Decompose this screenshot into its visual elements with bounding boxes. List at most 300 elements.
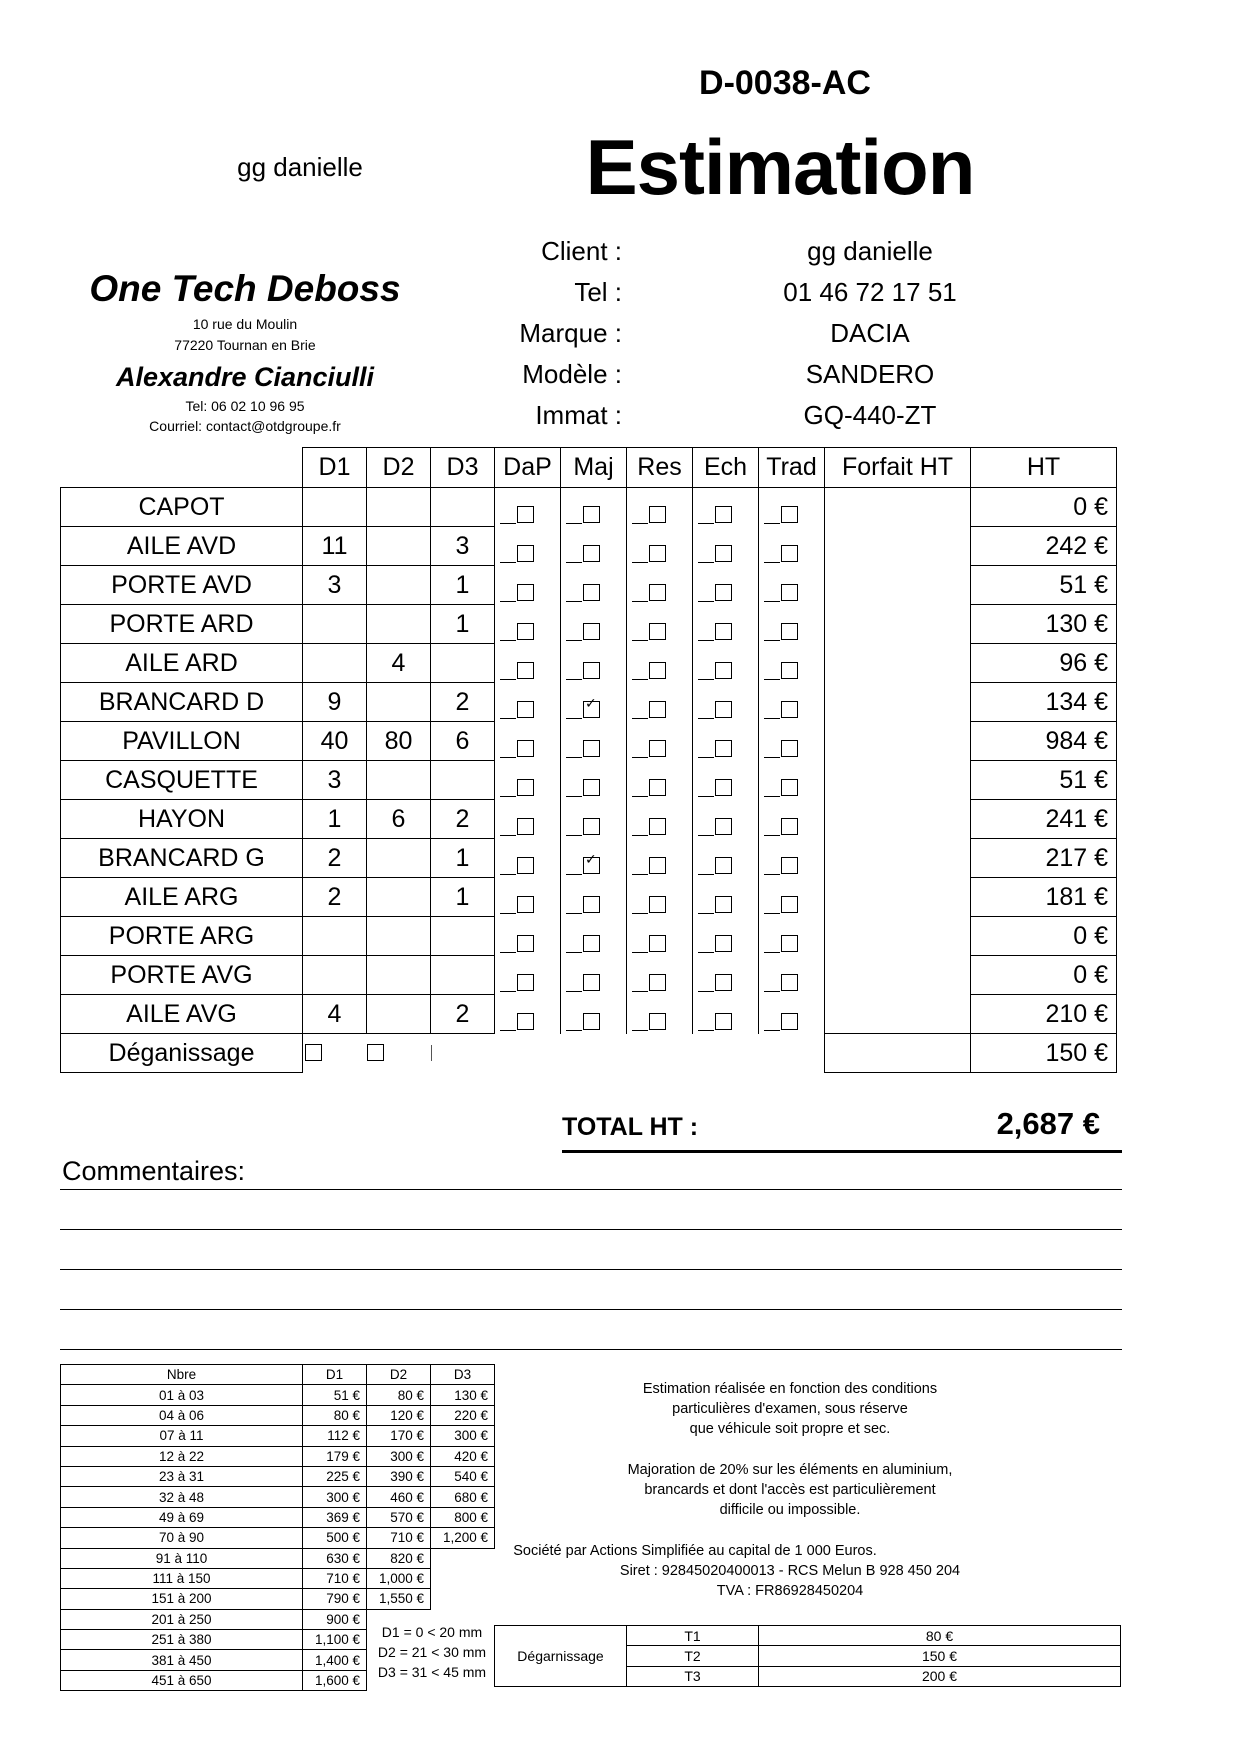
part-name: HAYON xyxy=(61,800,303,839)
trad-cell xyxy=(759,839,825,878)
d1-count xyxy=(303,644,367,683)
tariff-range: 49 à 69 xyxy=(61,1507,303,1527)
ht-value: 134 € xyxy=(971,683,1117,722)
dap-cell xyxy=(495,878,561,917)
trad-checkbox[interactable] xyxy=(781,857,798,874)
ech-checkbox[interactable] xyxy=(715,857,732,874)
d2-count xyxy=(367,527,431,566)
dap-checkbox[interactable] xyxy=(517,662,534,679)
ech-cell xyxy=(693,566,759,605)
res-checkbox[interactable] xyxy=(649,1013,666,1030)
trad-cell xyxy=(759,956,825,995)
table-row xyxy=(61,800,1117,839)
maj-cell xyxy=(561,800,627,839)
ech-checkbox[interactable] xyxy=(715,623,732,640)
tariff-price: 420 € xyxy=(431,1446,495,1466)
res-cell xyxy=(627,605,693,644)
trad-checkbox[interactable] xyxy=(781,506,798,523)
forfait-ht-cell xyxy=(825,878,971,917)
comment-line xyxy=(60,1189,1122,1190)
table-row xyxy=(61,605,1117,644)
degarnissage-cell xyxy=(367,1034,431,1073)
header-d3: D3 xyxy=(431,448,495,488)
d1-count: 1 xyxy=(303,800,367,839)
trad-checkbox[interactable] xyxy=(781,779,798,796)
dap-checkbox[interactable] xyxy=(517,623,534,640)
tariff-header: Nbre xyxy=(61,1365,303,1385)
tariff-range: 201 à 250 xyxy=(61,1609,303,1629)
dap-checkbox[interactable] xyxy=(517,974,534,991)
degarnissage-price: 80 € xyxy=(759,1626,1121,1646)
company-contact-person: Alexandre Cianciulli xyxy=(115,362,375,392)
tariff-price: 130 € xyxy=(431,1385,495,1405)
tariff-price: 460 € xyxy=(367,1487,431,1507)
tariff-row xyxy=(61,1589,495,1609)
dap-cell xyxy=(495,644,561,683)
trad-cell xyxy=(759,917,825,956)
part-name: CASQUETTE xyxy=(61,761,303,800)
d1-count: 40 xyxy=(303,722,367,761)
tariff-price: 300 € xyxy=(367,1446,431,1466)
trad-checkbox[interactable] xyxy=(781,662,798,679)
tariff-price: 540 € xyxy=(431,1466,495,1486)
dap-cell xyxy=(495,605,561,644)
res-checkbox[interactable] xyxy=(649,818,666,835)
tariff-range: 381 à 450 xyxy=(61,1650,303,1670)
d2-count: 6 xyxy=(367,800,431,839)
trad-cell xyxy=(759,995,825,1034)
d2-count xyxy=(367,917,431,956)
table-row xyxy=(61,644,1117,683)
maj-checkbox[interactable] xyxy=(583,623,600,640)
comment-line xyxy=(60,1309,1122,1310)
header-client-name: gg danielle xyxy=(237,152,363,182)
table-row xyxy=(61,995,1117,1034)
d3-count: 2 xyxy=(431,995,495,1034)
ech-checkbox[interactable] xyxy=(715,974,732,991)
dap-cell xyxy=(495,488,561,527)
tariff-price: 1,600 € xyxy=(303,1670,367,1690)
ech-checkbox[interactable] xyxy=(715,779,732,796)
ech-cell xyxy=(693,878,759,917)
dap-cell xyxy=(495,683,561,722)
header-ht: HT xyxy=(971,448,1117,488)
forfait-ht-cell xyxy=(825,683,971,722)
d3-count: 2 xyxy=(431,800,495,839)
d3-count: 1 xyxy=(431,605,495,644)
depth-legend-d2: D2 = 21 < 30 mm xyxy=(377,1644,487,1660)
d2-count xyxy=(367,995,431,1034)
tariff-price: 369 € xyxy=(303,1507,367,1527)
tariff-range: 04 à 06 xyxy=(61,1405,303,1425)
company-address-line1: 10 rue du Moulin xyxy=(192,316,298,332)
note-line: Société par Actions Simplifiée au capital de 1 000 Euros. xyxy=(513,1543,877,1559)
d2-count xyxy=(367,683,431,722)
degarnissage-forfait xyxy=(825,1034,971,1073)
tel-label: Tel : xyxy=(574,277,622,307)
part-name: PORTE AVG xyxy=(61,956,303,995)
ht-value: 181 € xyxy=(971,878,1117,917)
maj-checkbox[interactable] xyxy=(583,545,600,562)
ht-value: 0 € xyxy=(971,488,1117,527)
document-number: D-0038-AC xyxy=(699,64,871,102)
forfait-ht-cell xyxy=(825,488,971,527)
degarnissage-tier: T3 xyxy=(627,1666,759,1686)
trad-cell xyxy=(759,605,825,644)
ech-checkbox[interactable] xyxy=(715,584,732,601)
degarnissage-tier: T2 xyxy=(627,1646,759,1666)
maj-checkbox[interactable] xyxy=(583,779,600,796)
d2-count xyxy=(367,761,431,800)
res-checkbox[interactable] xyxy=(649,701,666,718)
table-row xyxy=(61,722,1117,761)
d2-count: 80 xyxy=(367,722,431,761)
trad-checkbox[interactable] xyxy=(781,818,798,835)
comment-line xyxy=(60,1229,1122,1230)
forfait-ht-cell xyxy=(825,917,971,956)
ht-value: 0 € xyxy=(971,956,1117,995)
maj-checkbox[interactable] xyxy=(583,1013,600,1030)
tariff-range: 70 à 90 xyxy=(61,1528,303,1548)
forfait-ht-cell xyxy=(825,956,971,995)
part-name: BRANCARD G xyxy=(61,839,303,878)
tariff-price: 1,400 € xyxy=(303,1650,367,1670)
tariff-price: 112 € xyxy=(303,1426,367,1446)
company-email: Courriel: contact@otdgroupe.fr xyxy=(149,418,341,434)
brand-label: Marque : xyxy=(519,318,622,348)
dap-checkbox[interactable] xyxy=(517,935,534,952)
trad-cell xyxy=(759,683,825,722)
tariff-range: 01 à 03 xyxy=(61,1385,303,1405)
maj-cell xyxy=(561,995,627,1034)
maj-checkbox[interactable] xyxy=(583,896,600,913)
trad-checkbox[interactable] xyxy=(781,935,798,952)
dap-checkbox[interactable] xyxy=(517,779,534,796)
table-row xyxy=(61,683,1117,722)
table-row xyxy=(61,527,1117,566)
header-empty xyxy=(61,448,303,488)
d3-count: 6 xyxy=(431,722,495,761)
dap-checkbox[interactable] xyxy=(517,701,534,718)
tariff-price: 680 € xyxy=(431,1487,495,1507)
tariff-price: 800 € xyxy=(431,1507,495,1527)
ech-checkbox[interactable] xyxy=(715,506,732,523)
maj-checkbox[interactable] xyxy=(583,506,600,523)
note-line: que véhicule soit propre et sec. xyxy=(689,1421,891,1437)
res-cell xyxy=(627,917,693,956)
dap-cell xyxy=(495,800,561,839)
d2-count xyxy=(367,878,431,917)
d3-count: 1 xyxy=(431,878,495,917)
tariff-range: 91 à 110 xyxy=(61,1548,303,1568)
comment-line xyxy=(60,1349,1122,1350)
header-d2: D2 xyxy=(367,448,431,488)
note-line: brancards et dont l'accès est particulièrement xyxy=(644,1482,936,1498)
ech-cell xyxy=(693,995,759,1034)
res-cell xyxy=(627,566,693,605)
ech-cell xyxy=(693,722,759,761)
res-checkbox[interactable] xyxy=(649,779,666,796)
dap-checkbox[interactable] xyxy=(517,506,534,523)
res-cell xyxy=(627,527,693,566)
d1-count xyxy=(303,488,367,527)
tariff-range: 451 à 650 xyxy=(61,1670,303,1690)
degarnissage-price: 200 € xyxy=(759,1666,1121,1686)
trad-checkbox[interactable] xyxy=(781,623,798,640)
client-value: gg danielle xyxy=(807,236,933,266)
note-line: Siret : 92845020400013 - RCS Melun B 928 450 204 xyxy=(619,1563,961,1579)
table-row xyxy=(61,488,1117,527)
res-cell xyxy=(627,722,693,761)
res-cell xyxy=(627,878,693,917)
model-value: SANDERO xyxy=(805,359,935,389)
tariff-price: 120 € xyxy=(367,1405,431,1425)
trad-checkbox[interactable] xyxy=(781,974,798,991)
client-label: Client : xyxy=(541,236,622,266)
res-cell xyxy=(627,488,693,527)
total-value: 2,687 € xyxy=(996,1106,1100,1141)
part-name: PORTE ARG xyxy=(61,917,303,956)
note-line: particulières d'examen, sous réserve xyxy=(672,1401,908,1417)
ht-value: 0 € xyxy=(971,917,1117,956)
plate-label: Immat : xyxy=(535,400,622,430)
dap-cell xyxy=(495,566,561,605)
degarnissage-checkbox[interactable] xyxy=(367,1044,384,1061)
dap-cell xyxy=(495,722,561,761)
tariff-price: 300 € xyxy=(431,1426,495,1446)
ech-cell xyxy=(693,644,759,683)
trad-checkbox[interactable] xyxy=(781,740,798,757)
ht-value: 210 € xyxy=(971,995,1117,1034)
res-checkbox[interactable] xyxy=(649,545,666,562)
tariff-range: 151 à 200 xyxy=(61,1589,303,1609)
ech-cell xyxy=(693,917,759,956)
maj-cell xyxy=(561,644,627,683)
dap-checkbox[interactable] xyxy=(517,584,534,601)
degarnissage-empty xyxy=(495,1034,825,1073)
dap-cell xyxy=(495,956,561,995)
d3-count xyxy=(431,488,495,527)
trad-checkbox[interactable] xyxy=(781,896,798,913)
tariff-row xyxy=(61,1466,495,1486)
trad-cell xyxy=(759,761,825,800)
forfait-ht-cell xyxy=(825,995,971,1034)
dap-cell xyxy=(495,527,561,566)
tariff-price xyxy=(431,1568,495,1588)
res-cell xyxy=(627,683,693,722)
dap-cell xyxy=(495,839,561,878)
maj-cell xyxy=(561,956,627,995)
header-res: Res xyxy=(627,448,693,488)
maj-checkbox[interactable] xyxy=(583,857,600,874)
d3-count: 2 xyxy=(431,683,495,722)
maj-cell xyxy=(561,878,627,917)
tariff-price: 51 € xyxy=(303,1385,367,1405)
tariff-price: 80 € xyxy=(367,1385,431,1405)
maj-cell xyxy=(561,488,627,527)
tariff-header-row xyxy=(61,1365,495,1385)
trad-checkbox[interactable] xyxy=(781,1013,798,1030)
degarnissage-cell xyxy=(431,1034,495,1073)
res-cell xyxy=(627,800,693,839)
dap-cell xyxy=(495,917,561,956)
degarnissage-label: Dégarnissage xyxy=(495,1626,627,1687)
res-cell xyxy=(627,839,693,878)
res-checkbox[interactable] xyxy=(649,662,666,679)
ech-checkbox[interactable] xyxy=(715,701,732,718)
degarnissage-main-row xyxy=(61,1034,1117,1073)
ech-checkbox[interactable] xyxy=(715,1013,732,1030)
tariff-price xyxy=(431,1589,495,1609)
ech-checkbox[interactable] xyxy=(715,545,732,562)
tariff-price: 1,550 € xyxy=(367,1589,431,1609)
note-line: difficile ou impossible. xyxy=(719,1502,861,1518)
ech-checkbox[interactable] xyxy=(715,818,732,835)
maj-checkbox[interactable] xyxy=(583,974,600,991)
tariff-price: 80 € xyxy=(303,1405,367,1425)
maj-cell xyxy=(561,605,627,644)
part-name: AILE ARD xyxy=(61,644,303,683)
forfait-ht-cell xyxy=(825,722,971,761)
ech-checkbox[interactable] xyxy=(715,662,732,679)
res-checkbox[interactable] xyxy=(649,896,666,913)
tariff-price: 500 € xyxy=(303,1528,367,1548)
res-cell xyxy=(627,956,693,995)
tariff-price: 630 € xyxy=(303,1548,367,1568)
maj-cell xyxy=(561,566,627,605)
forfait-ht-cell xyxy=(825,839,971,878)
forfait-ht-cell xyxy=(825,605,971,644)
tariff-row xyxy=(61,1507,495,1527)
header-trad: Trad xyxy=(759,448,825,488)
tel-value: 01 46 72 17 51 xyxy=(783,277,957,307)
ht-value: 130 € xyxy=(971,605,1117,644)
table-row xyxy=(61,917,1117,956)
depth-legend-d3: D3 = 31 < 45 mm xyxy=(377,1664,487,1680)
tariff-range: 32 à 48 xyxy=(61,1487,303,1507)
maj-checkbox[interactable] xyxy=(583,662,600,679)
res-checkbox[interactable] xyxy=(649,740,666,757)
maj-checkbox[interactable] xyxy=(583,935,600,952)
maj-checkbox[interactable] xyxy=(583,584,600,601)
d1-count: 2 xyxy=(303,878,367,917)
trad-checkbox[interactable] xyxy=(781,701,798,718)
ech-cell xyxy=(693,488,759,527)
part-name: AILE AVG xyxy=(61,995,303,1034)
degarnissage-checkbox[interactable] xyxy=(305,1044,322,1061)
ht-value: 242 € xyxy=(971,527,1117,566)
trad-checkbox[interactable] xyxy=(781,584,798,601)
res-checkbox[interactable] xyxy=(649,935,666,952)
d1-count: 3 xyxy=(303,566,367,605)
res-checkbox[interactable] xyxy=(649,584,666,601)
dap-checkbox[interactable] xyxy=(517,740,534,757)
d2-count xyxy=(367,839,431,878)
trad-cell xyxy=(759,488,825,527)
dap-checkbox[interactable] xyxy=(517,857,534,874)
ech-cell xyxy=(693,956,759,995)
d1-count: 4 xyxy=(303,995,367,1034)
res-cell xyxy=(627,644,693,683)
degarnissage-main-label: Déganissage xyxy=(61,1034,303,1073)
table-row xyxy=(61,566,1117,605)
ech-cell xyxy=(693,605,759,644)
res-checkbox[interactable] xyxy=(649,857,666,874)
tariff-range: 111 à 150 xyxy=(61,1568,303,1588)
degarnissage-price: 150 € xyxy=(759,1646,1121,1666)
dap-checkbox[interactable] xyxy=(517,818,534,835)
tariff-price: 1,000 € xyxy=(367,1568,431,1588)
comments-label: Commentaires: xyxy=(62,1156,246,1186)
header-forfait-ht: Forfait HT xyxy=(825,448,971,488)
tariff-price: 225 € xyxy=(303,1466,367,1486)
trad-checkbox[interactable] xyxy=(781,545,798,562)
degarnissage-tier: T1 xyxy=(627,1626,759,1646)
header-maj: Maj xyxy=(561,448,627,488)
total-underline xyxy=(562,1150,1122,1153)
tariff-price: 1,200 € xyxy=(431,1528,495,1548)
note-line: TVA : FR86928450204 xyxy=(716,1583,864,1599)
d1-count xyxy=(303,917,367,956)
tariff-range: 23 à 31 xyxy=(61,1466,303,1486)
dap-checkbox[interactable] xyxy=(517,1013,534,1030)
tariff-price: 710 € xyxy=(303,1568,367,1588)
trad-cell xyxy=(759,527,825,566)
table-row xyxy=(61,878,1117,917)
res-checkbox[interactable] xyxy=(649,623,666,640)
part-name: CAPOT xyxy=(61,488,303,527)
part-name: PAVILLON xyxy=(61,722,303,761)
tariff-price: 390 € xyxy=(367,1466,431,1486)
part-name: AILE ARG xyxy=(61,878,303,917)
res-cell xyxy=(627,995,693,1034)
d2-count xyxy=(367,956,431,995)
total-label: TOTAL HT : xyxy=(562,1113,699,1141)
degarnissage-cell xyxy=(303,1034,367,1073)
ht-value: 217 € xyxy=(971,839,1117,878)
header-d1: D1 xyxy=(303,448,367,488)
brand-value: DACIA xyxy=(830,318,910,348)
model-label: Modèle : xyxy=(522,359,622,389)
d1-count xyxy=(303,605,367,644)
trad-cell xyxy=(759,800,825,839)
dap-checkbox[interactable] xyxy=(517,896,534,913)
part-name: AILE AVD xyxy=(61,527,303,566)
d3-count: 3 xyxy=(431,527,495,566)
tariff-range: 251 à 380 xyxy=(61,1630,303,1650)
tariff-price: 220 € xyxy=(431,1405,495,1425)
tariff-price: 170 € xyxy=(367,1426,431,1446)
dap-checkbox[interactable] xyxy=(517,545,534,562)
company-name: One Tech Deboss xyxy=(89,268,401,309)
comment-line xyxy=(60,1269,1122,1270)
ech-checkbox[interactable] xyxy=(715,740,732,757)
part-name: PORTE AVD xyxy=(61,566,303,605)
maj-checkbox[interactable] xyxy=(583,818,600,835)
d3-count xyxy=(431,644,495,683)
maj-checkbox[interactable] xyxy=(583,740,600,757)
table-row xyxy=(61,839,1117,878)
res-checkbox[interactable] xyxy=(649,506,666,523)
header-dap: DaP xyxy=(495,448,561,488)
maj-checkbox[interactable] xyxy=(583,701,600,718)
table-header-row xyxy=(61,448,1117,488)
ech-cell xyxy=(693,683,759,722)
res-checkbox[interactable] xyxy=(649,974,666,991)
ech-checkbox[interactable] xyxy=(715,935,732,952)
company-phone: Tel: 06 02 10 96 95 xyxy=(185,398,305,414)
ech-checkbox[interactable] xyxy=(715,896,732,913)
